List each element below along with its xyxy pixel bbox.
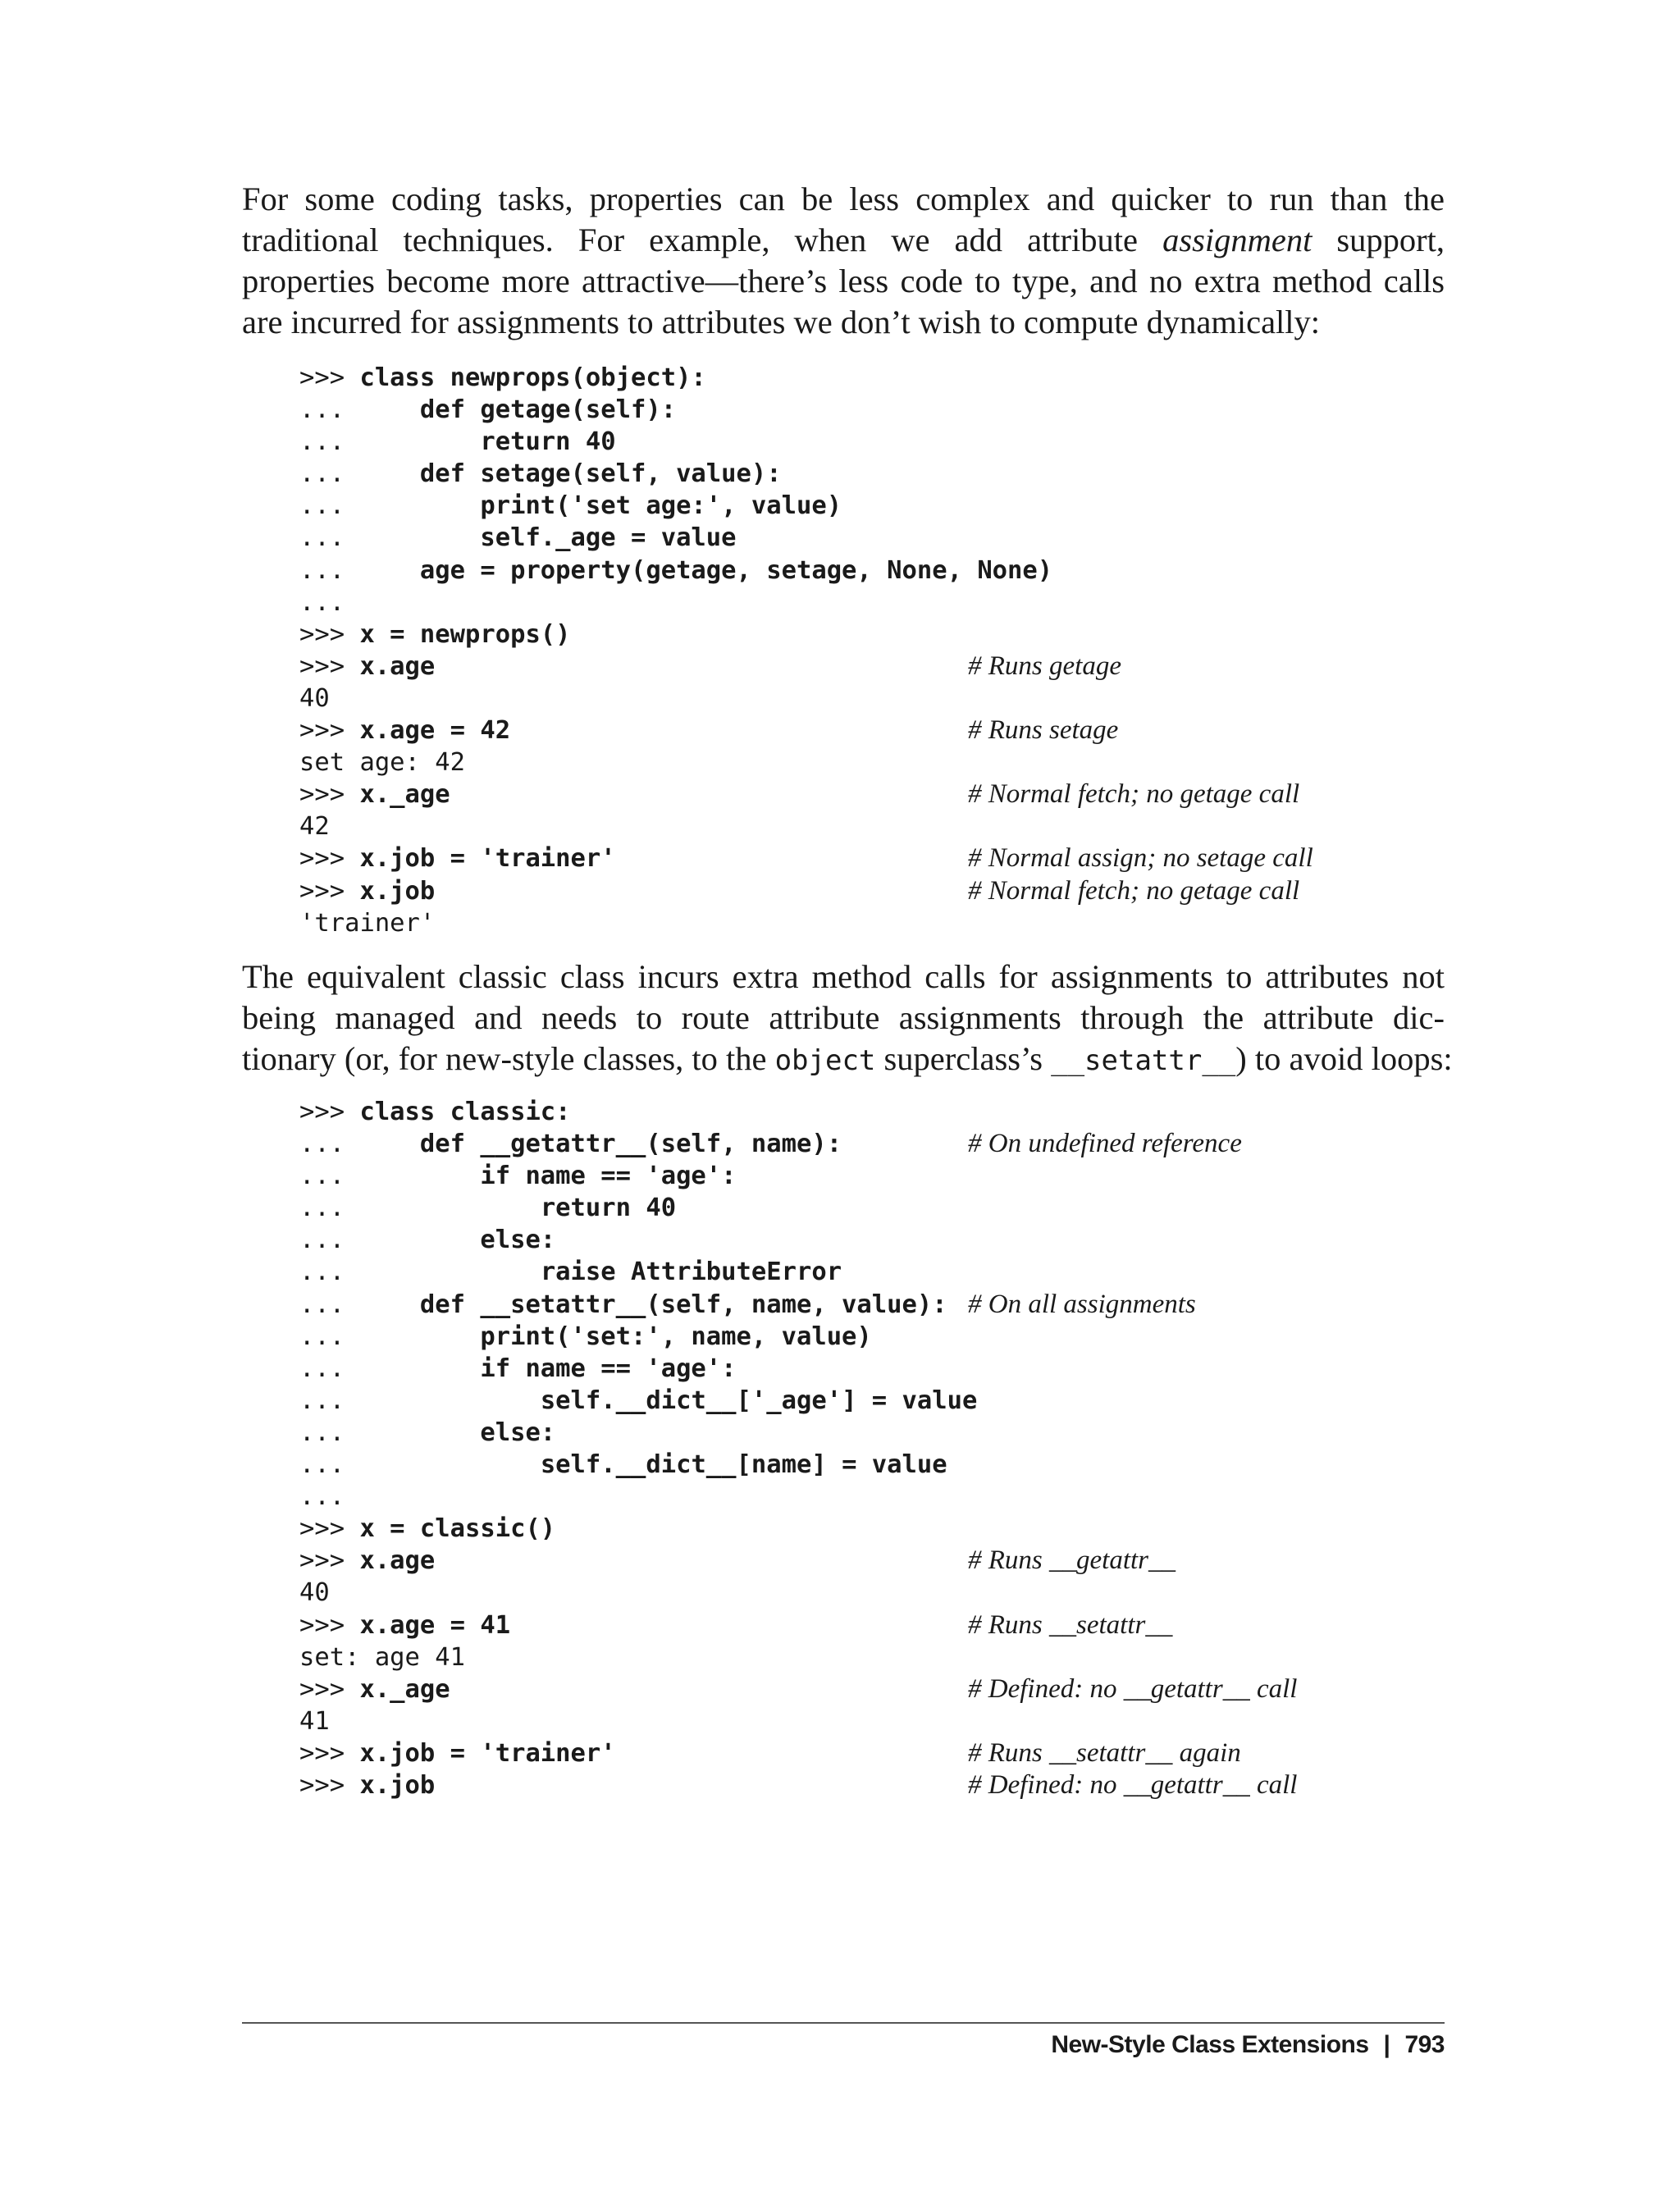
code-text [299, 1321, 872, 1353]
code-line [299, 682, 1448, 714]
code-prompt: >>> [299, 780, 360, 810]
code-input: x.job [359, 1770, 436, 1800]
code-line [299, 651, 1448, 682]
code-line [299, 458, 1448, 490]
code-text [299, 1224, 555, 1256]
code-input: else: [480, 1226, 556, 1255]
code-input: return 40 [480, 427, 616, 457]
code-line [299, 714, 1448, 746]
text-run: support, [1312, 221, 1445, 258]
code-prompt: ... [299, 427, 481, 457]
code-comment: # Runs __getattr__ [968, 1545, 1176, 1576]
code-input: def getage(self): [419, 395, 677, 425]
code-output: 42 [299, 812, 330, 842]
code-input: x = classic() [359, 1514, 556, 1544]
code-input: def setage(self, value): [419, 459, 782, 489]
page-footer [1051, 2031, 1445, 2059]
code-prompt: ... [299, 1386, 541, 1415]
code-line [299, 1577, 1448, 1609]
code-prompt: >>> [299, 1738, 360, 1768]
code-text [299, 1192, 676, 1224]
code-line [299, 1737, 1448, 1769]
code-input: x._age [359, 780, 450, 810]
classic-paragraph [242, 956, 1453, 1081]
code-line [299, 810, 1448, 842]
code-line [299, 1385, 1448, 1417]
text-run: tionary (or, for new-style classes, to the [242, 1040, 775, 1077]
code-line [299, 1705, 1448, 1737]
code-line [299, 426, 1448, 458]
code-line [299, 522, 1448, 554]
code-line [299, 1417, 1448, 1449]
code-listing-classic [299, 1096, 1448, 1801]
code-text [299, 1513, 555, 1545]
code-comment: # Runs __setattr__ [968, 1609, 1173, 1640]
code-input: x = newprops() [359, 619, 571, 649]
code-comment: # Normal fetch; no getage call [968, 875, 1300, 906]
code-input: if name == 'age': [480, 1162, 737, 1191]
code-text [299, 1737, 616, 1769]
footer-rule [242, 2022, 1445, 2024]
code-line [299, 1545, 1448, 1577]
code-line [299, 1673, 1448, 1705]
code-text [299, 426, 616, 458]
code-text [299, 682, 330, 714]
code-line [299, 1769, 1448, 1801]
code-line [299, 1224, 1448, 1256]
code-input: self._age = value [480, 523, 737, 553]
code-line [299, 842, 1448, 874]
code-input: x.age [359, 651, 436, 681]
code-text [299, 490, 842, 522]
code-line [299, 907, 1448, 939]
code-text [299, 1385, 977, 1417]
code-input: if name == 'age': [480, 1354, 737, 1383]
code-text [299, 842, 616, 874]
code-output: set age: 42 [299, 748, 465, 778]
code-input: x.job = 'trainer' [359, 1738, 616, 1768]
code-text [299, 1160, 737, 1192]
code-prompt: ... [299, 395, 420, 425]
code-input: print('set:', name, value) [480, 1322, 872, 1351]
code-input: else: [480, 1418, 556, 1447]
code-line [299, 1609, 1448, 1641]
code-text [299, 1128, 842, 1160]
code-prompt: ... [299, 587, 345, 617]
code-prompt: ... [299, 1162, 481, 1191]
code-line [299, 619, 1448, 651]
code-text [299, 1096, 571, 1128]
code-line [299, 1641, 1448, 1673]
code-prompt: >>> [299, 1674, 360, 1704]
code-output: 40 [299, 1578, 330, 1608]
code-prompt: ... [299, 459, 420, 489]
code-input: self.__dict__[name] = value [540, 1450, 947, 1480]
code-text [299, 394, 676, 426]
paragraph-line: properties become more attractive—there’s less code to type, and no extra method calls [242, 262, 1445, 299]
code-text [299, 619, 571, 651]
code-input: raise AttributeError [540, 1258, 842, 1287]
code-text [299, 1353, 737, 1385]
code-line [299, 555, 1448, 587]
code-output: 41 [299, 1706, 330, 1736]
code-output: 40 [299, 683, 330, 713]
code-text [299, 778, 450, 810]
code-comment: # On undefined reference [968, 1129, 1242, 1159]
code-input: class classic: [359, 1098, 571, 1126]
code-prompt: ... [299, 1130, 420, 1159]
code-line [299, 746, 1448, 778]
code-comment: # Defined: no __getattr__ call [968, 1673, 1298, 1704]
code-input: class newprops(object): [359, 363, 706, 392]
footer-section-title: New-Style Class Extensions [1051, 2031, 1369, 2058]
code-output: 'trainer' [299, 908, 436, 938]
code-prompt: >>> [299, 844, 360, 874]
paragraph-line [242, 220, 1445, 261]
code-line [299, 394, 1448, 426]
code-prompt: ... [299, 523, 481, 553]
code-input: x.age [359, 1546, 436, 1576]
code-text [299, 1289, 947, 1321]
code-line [299, 1160, 1448, 1192]
code-line [299, 1192, 1448, 1224]
code-line [299, 1321, 1448, 1353]
paragraph-line: The equivalent classic class incurs extra method calls for assignments to attributes not [242, 958, 1445, 995]
code-input: x._age [359, 1674, 450, 1704]
code-input: def __getattr__(self, name): [419, 1130, 842, 1159]
code-input: x.age = 42 [359, 716, 511, 746]
code-text [299, 1769, 435, 1801]
code-text [299, 522, 737, 554]
code-text [299, 651, 435, 682]
code-text [299, 810, 330, 842]
code-line [299, 587, 1448, 619]
code-text [299, 1641, 465, 1673]
code-line [299, 778, 1448, 810]
code-input: age = property(getage, setage, None, None) [419, 555, 1053, 585]
paragraph-line: are incurred for assignments to attributes we don’t wish to compute dynamically: [242, 304, 1321, 340]
code-text [299, 1417, 555, 1449]
code-input: def __setattr__(self, name, value): [419, 1290, 947, 1319]
code-line [299, 1481, 1448, 1513]
code-text [299, 362, 706, 394]
code-text [299, 1545, 435, 1577]
code-prompt: >>> [299, 716, 360, 746]
code-text [299, 1609, 510, 1641]
code-line [299, 362, 1448, 394]
code-prompt: >>> [299, 1610, 360, 1640]
code-text [299, 1705, 330, 1737]
code-line [299, 1449, 1448, 1481]
code-prompt: >>> [299, 1098, 360, 1126]
paragraph-line: For some coding tasks, properties can be less complex and quicker to run than the [242, 180, 1445, 217]
code-line [299, 1353, 1448, 1385]
page-number: 793 [1404, 2031, 1445, 2058]
code-line [299, 490, 1448, 522]
inline-code-object: object [774, 1044, 876, 1077]
code-comment: # Defined: no __getattr__ call [968, 1769, 1298, 1800]
code-prompt: ... [299, 1354, 481, 1383]
text-run: ) to avoid loops: [1235, 1040, 1453, 1077]
footer-separator: | [1383, 2031, 1390, 2058]
code-comment: # Runs setage [968, 715, 1119, 746]
code-prompt: ... [299, 1418, 481, 1447]
code-text [299, 1256, 842, 1288]
text-run: traditional techniques. For example, when we add attribute [242, 221, 1163, 258]
code-prompt: >>> [299, 1546, 360, 1576]
code-input: self.__dict__['_age'] = value [540, 1386, 978, 1415]
code-prompt: >>> [299, 1514, 360, 1544]
emphasis-assignment: assignment [1162, 221, 1312, 258]
code-prompt: >>> [299, 1770, 360, 1800]
code-text [299, 907, 435, 939]
paragraph-line [242, 1039, 1453, 1081]
code-comment: # Normal assign; no setage call [968, 843, 1313, 874]
paragraph-line: being managed and needs to route attribute assignments through the attribute dic- [242, 999, 1445, 1036]
code-line [299, 1128, 1448, 1160]
code-prompt: ... [299, 1450, 541, 1480]
code-text [299, 714, 510, 746]
code-prompt: ... [299, 1226, 481, 1255]
code-prompt: ... [299, 1482, 345, 1512]
text-run: superclass’s [875, 1040, 1052, 1077]
code-prompt: ... [299, 491, 481, 521]
code-prompt: ... [299, 555, 420, 585]
code-listing-newprops [299, 362, 1448, 939]
intro-paragraph [242, 179, 1445, 343]
code-input: print('set age:', value) [480, 491, 842, 521]
code-input: x.job [359, 876, 436, 906]
code-output: set: age 41 [299, 1642, 465, 1672]
inline-code-setattr: __setattr__ [1051, 1044, 1236, 1077]
code-prompt: >>> [299, 876, 360, 906]
code-input: x.job = 'trainer' [359, 844, 616, 874]
code-prompt: >>> [299, 651, 360, 681]
code-input: x.age = 41 [359, 1610, 511, 1640]
code-comment: # On all assignments [968, 1289, 1196, 1319]
code-comment: # Runs getage [968, 651, 1121, 681]
code-text [299, 1481, 345, 1513]
code-line [299, 1096, 1448, 1128]
code-prompt: ... [299, 1322, 481, 1351]
code-text [299, 458, 782, 490]
code-text [299, 1449, 947, 1481]
code-prompt: ... [299, 1290, 420, 1319]
code-comment: # Runs __setattr__ again [968, 1737, 1241, 1768]
code-line [299, 1256, 1448, 1288]
code-comment: # Normal fetch; no getage call [968, 779, 1300, 810]
code-prompt: >>> [299, 619, 360, 649]
code-line [299, 1289, 1448, 1321]
code-text [299, 587, 345, 619]
code-line [299, 1513, 1448, 1545]
code-prompt: >>> [299, 363, 360, 392]
code-input: return 40 [540, 1194, 677, 1223]
code-prompt: ... [299, 1194, 541, 1223]
code-text [299, 1673, 450, 1705]
code-text [299, 555, 1052, 587]
code-text [299, 746, 465, 778]
code-text [299, 875, 435, 907]
code-prompt: ... [299, 1258, 541, 1287]
code-text [299, 1577, 330, 1609]
code-line [299, 875, 1448, 907]
